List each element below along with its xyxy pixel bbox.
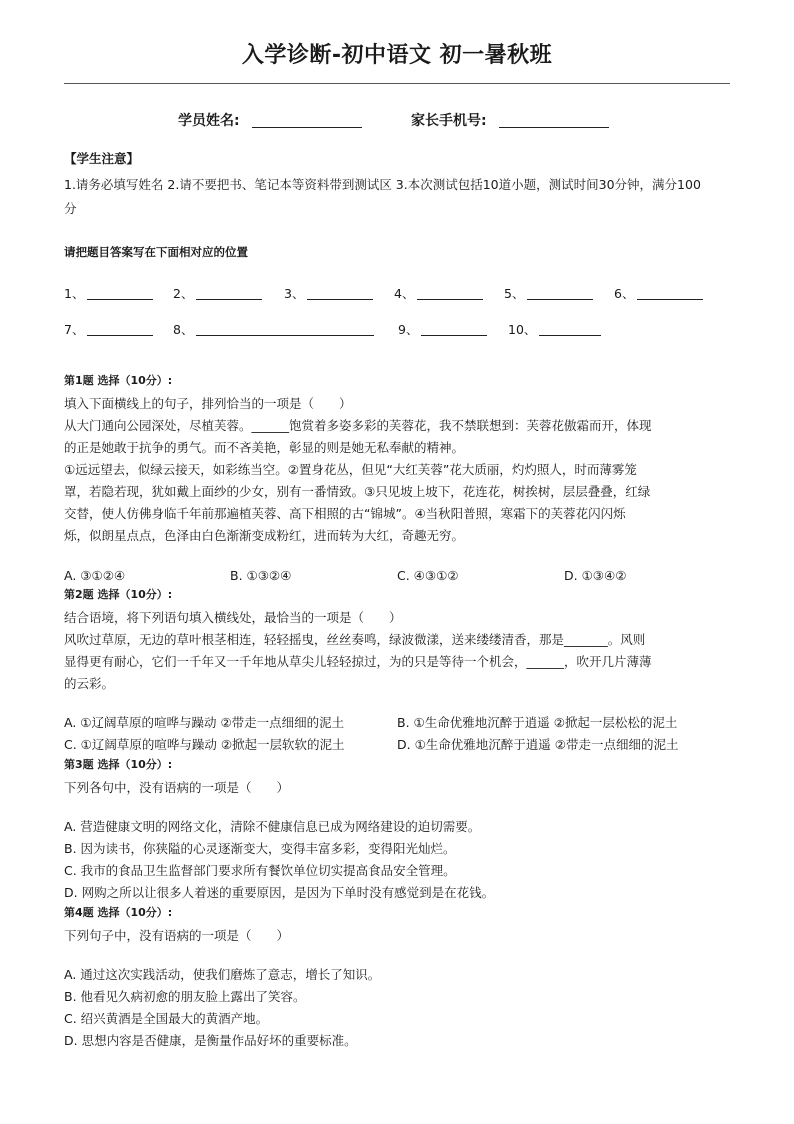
q4-header: 第4题 选择（10分）: (64, 906, 173, 919)
q3-option-a[interactable]: A. 营造健康文明的网络文化，清除不健康信息已成为网络建设的迫切需要。 (64, 819, 481, 834)
q1-header: 第1题 选择（10分）: (64, 374, 173, 387)
q3-option-c[interactable]: C. 我市的食品卫生监督部门要求所有餐饮单位切实提高食品安全管理。 (64, 863, 456, 878)
answer-blank[interactable] (307, 287, 373, 300)
notice-heading: 【学生注意】 (64, 151, 140, 166)
answer-number: 1、 (64, 286, 85, 301)
notice-line-1: 1.请务必填写姓名 2.请不要把书、笔记本等资料带到测试区 3.本次测试包括10道小题，测试时间30分钟，满分100 (64, 177, 701, 192)
q4-option-c[interactable]: C. 绍兴黄酒是全国最大的黄酒产地。 (64, 1011, 269, 1026)
q4-option-d[interactable]: D. 思想内容是否健康，是衡量作品好坏的重要标准。 (64, 1033, 357, 1048)
q2-prompt: 结合语境，将下列语句填入横线处，最恰当的一项是（ ） (64, 610, 402, 625)
answer-blank[interactable] (196, 323, 374, 336)
q2-option-a[interactable]: A. ①辽阔草原的喧哗与躁动 ②带走一点细细的泥土 (64, 715, 345, 730)
answer-slot-9[interactable] (398, 320, 487, 338)
notice-line-2: 分 (64, 201, 77, 216)
q2-passage-line: 显得更有耐心，它们一千年又一千年地从草尖儿轻轻掠过，为的只是等待一个机会，______，吹开几片薄薄 (64, 654, 652, 669)
answer-blank[interactable] (87, 323, 153, 336)
answer-blank[interactable] (417, 287, 483, 300)
q1-option-c[interactable]: C. ④③①② (397, 568, 459, 583)
answer-blank[interactable] (527, 287, 593, 300)
student-name-field[interactable] (178, 110, 362, 130)
answer-number: 5、 (504, 286, 525, 301)
answer-number: 10、 (508, 322, 537, 337)
q1-passage-line: 的正是她敢于抗争的勇气。而不吝美艳，彰显的则是她无私奉献的精神。 (64, 440, 465, 455)
q3-option-d[interactable]: D. 网购之所以让很多人着迷的重要原因，是因为下单时没有感觉到是在花钱。 (64, 885, 495, 900)
answer-number: 8、 (173, 322, 194, 337)
answer-number: 3、 (284, 286, 305, 301)
answer-slot-8[interactable] (173, 320, 374, 338)
answer-blank[interactable] (637, 287, 703, 300)
parent-phone-label: 家长手机号: (411, 113, 487, 129)
q2-header: 第2题 选择（10分）: (64, 588, 173, 601)
q1-prompt: 填入下面横线上的句子，排列恰当的一项是（ ） (64, 396, 352, 411)
parent-phone-field[interactable] (411, 110, 609, 130)
answer-blank[interactable] (539, 323, 601, 336)
answer-blank[interactable] (421, 323, 487, 336)
student-name-label: 学员姓名: (178, 113, 240, 129)
answer-slot-7[interactable] (64, 320, 153, 338)
answer-number: 9、 (398, 322, 419, 337)
q2-option-d[interactable]: D. ①生命优雅地沉醉于逍遥 ②带走一点细细的泥土 (397, 737, 679, 752)
answer-blank[interactable] (87, 287, 153, 300)
parent-phone-blank[interactable] (499, 113, 609, 128)
page-title: 入学诊断-初中语文 初一暑秋班 (241, 43, 553, 68)
answer-slot-6[interactable] (614, 284, 703, 302)
q1-passage-line: ①远远望去，似绿云接天，如彩练当空。②置身花丛，但见“大红芙蓉”花大质丽，灼灼照人，时而薄雾笼 (64, 462, 637, 477)
q4-prompt: 下列句子中，没有语病的一项是（ ） (64, 928, 290, 943)
answer-slot-5[interactable] (504, 284, 593, 302)
q1-option-a[interactable]: A. ③①②④ (64, 568, 126, 583)
answer-slot-1[interactable] (64, 284, 153, 302)
answer-blank[interactable] (196, 287, 262, 300)
q1-passage-line: 从大门通向公园深处，尽植芙蓉。______饱赏着多姿多彩的芙蓉花，我不禁联想到：芙蓉花傲霜而开，体现 (64, 418, 652, 433)
q1-passage-line: 罩，若隐若现，犹如戴上面纱的少女，别有一番情致。③只见坡上坡下，花连花，树挨树，层层叠叠，红绿 (64, 484, 651, 499)
answer-number: 2、 (173, 286, 194, 301)
answer-heading: 请把题目答案写在下面相对应的位置 (64, 245, 248, 259)
title-divider (64, 83, 730, 84)
answer-number: 6、 (614, 286, 635, 301)
answer-number: 4、 (394, 286, 415, 301)
q3-option-b[interactable]: B. 因为读书，你狭隘的心灵逐渐变大，变得丰富多彩，变得阳光灿烂。 (64, 841, 456, 856)
q2-option-b[interactable]: B. ①生命优雅地沉醉于逍遥 ②掀起一层松松的泥土 (397, 715, 678, 730)
q3-header: 第3题 选择（10分）: (64, 758, 173, 771)
answer-slot-10[interactable] (508, 320, 601, 338)
q2-passage-line: 的云彩。 (64, 676, 115, 691)
answer-number: 7、 (64, 322, 85, 337)
q2-passage-line: 风吹过草原，无边的草叶根茎相连，轻轻摇曳，丝丝奏鸣，绿波微漾，送来缕缕清香，那是_______。风则 (64, 632, 646, 647)
q1-passage-line: 烁，似朗星点点，色泽由白色渐渐变成粉红，进而转为大红，奇趣无穷。 (64, 528, 465, 543)
q2-option-c[interactable]: C. ①辽阔草原的喧哗与躁动 ②掀起一层软软的泥土 (64, 737, 345, 752)
q4-option-a[interactable]: A. 通过这次实践活动，使我们磨炼了意志，增长了知识。 (64, 967, 381, 982)
answer-slot-3[interactable] (284, 284, 373, 302)
q1-passage-line: 交替，使人仿佛身临千年前那遍植芙蓉、高下相照的古“锦城”。④当秋阳普照，寒霜下的芙蓉花闪闪烁 (64, 506, 626, 521)
q1-option-b[interactable]: B. ①③②④ (230, 568, 292, 583)
answer-slot-4[interactable] (394, 284, 483, 302)
q3-prompt: 下列各句中，没有语病的一项是（ ） (64, 780, 290, 795)
q4-option-b[interactable]: B. 他看见久病初愈的朋友脸上露出了笑容。 (64, 989, 306, 1004)
answer-slot-2[interactable] (173, 284, 262, 302)
q1-option-d[interactable]: D. ①③④② (564, 568, 627, 583)
student-name-blank[interactable] (252, 113, 362, 128)
